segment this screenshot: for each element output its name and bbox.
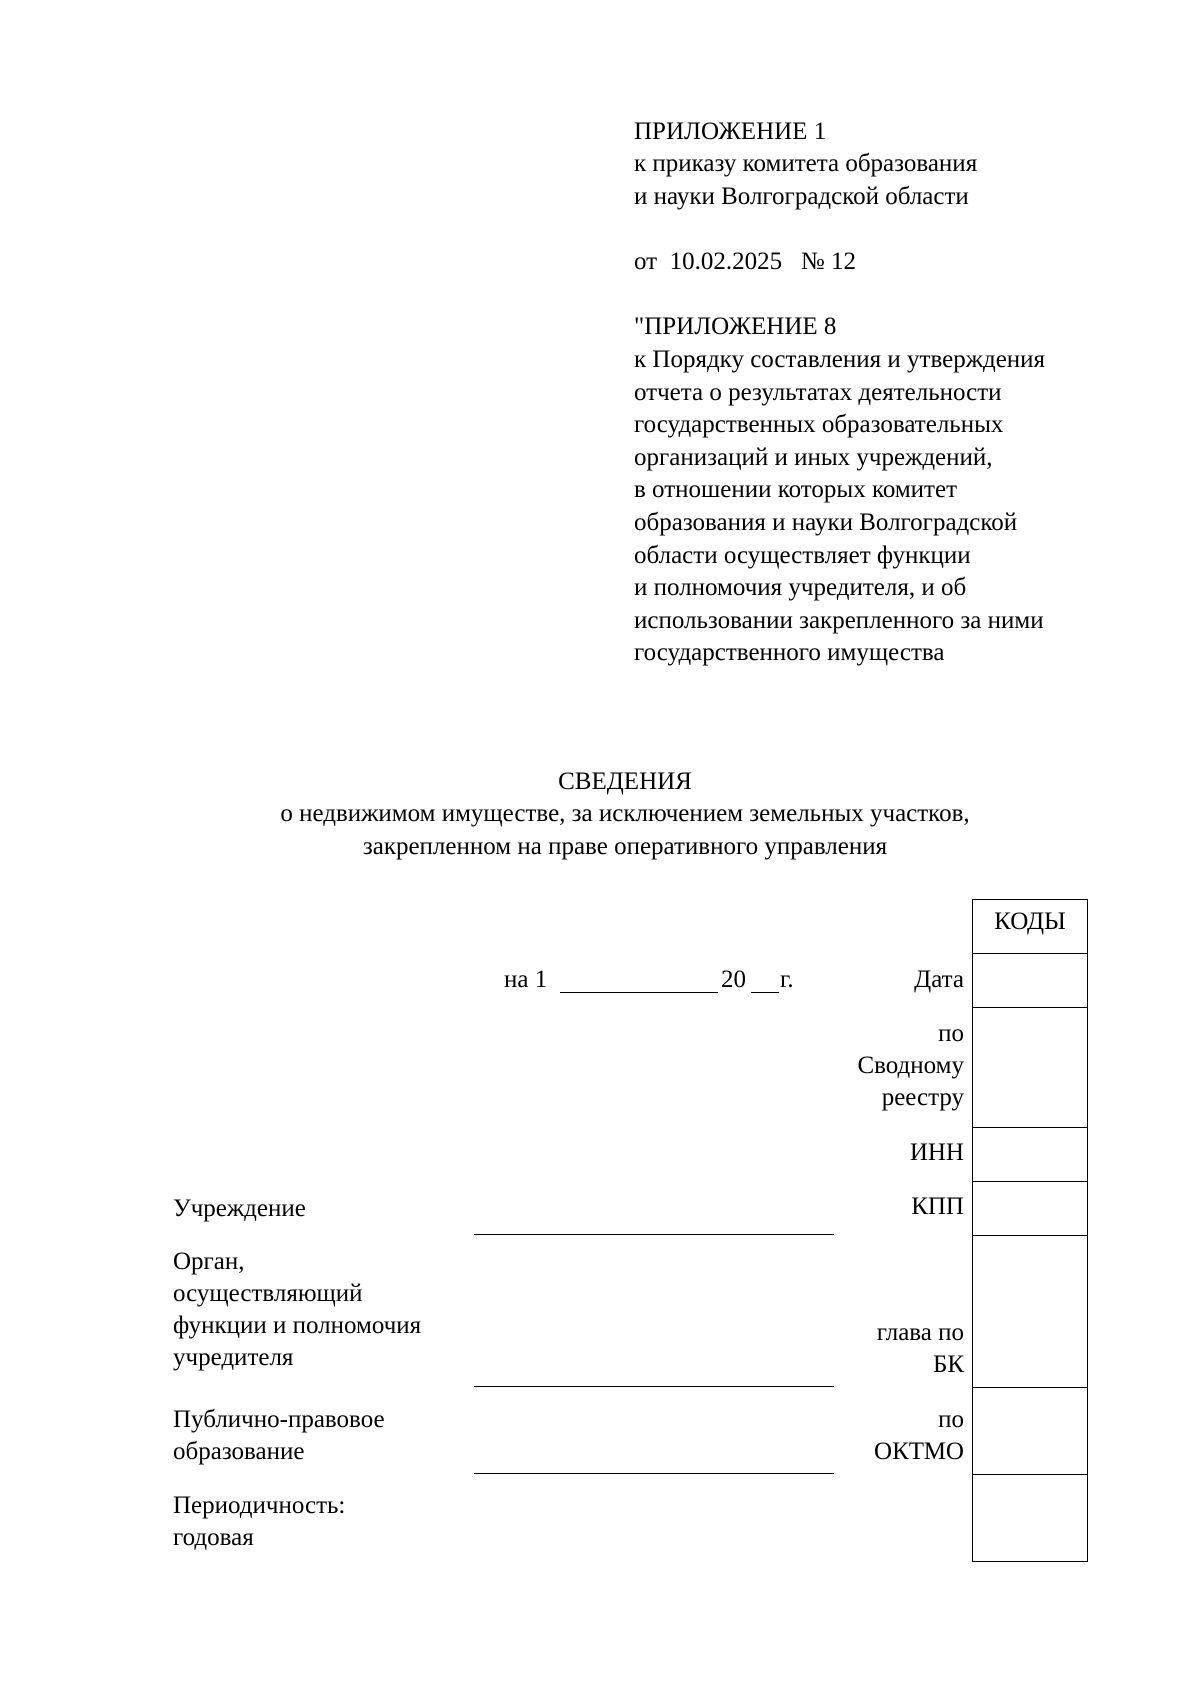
codes-row-divider [972, 1127, 1088, 1128]
codes-row-divider [972, 953, 1088, 954]
code-label-bk: глава по БК [876, 1319, 964, 1378]
code-label-inn: ИНН [909, 1139, 964, 1166]
document-subtitle-1: о недвижимом имуществе, за исключением земельных участков, [280, 800, 970, 827]
order-reference: от 10.02.2025 № 12 [634, 248, 856, 275]
appendix-line-2: и науки Волгоградской области [634, 183, 969, 210]
code-label-date: Дата [914, 966, 964, 993]
field-label-periodicity: Периодичность: годовая [173, 1492, 346, 1551]
appendix-title: ПРИЛОЖЕНИЕ 1 [634, 118, 827, 145]
codes-row-divider [972, 1387, 1088, 1388]
appendix8-body: к Порядку составления и утверждения отчета о результатах деятельности государственных образовательных организаций и иных учреждений, в отношении которых комитет образования и науки Волгоградской области осуществляет функции и полномочия учредителя, и об использовании закрепленного за ними государственного имущества [634, 346, 1046, 667]
document-subtitle-2: закрепленном на праве оперативного управления [362, 833, 888, 860]
document-title: СВЕДЕНИЯ [558, 768, 692, 795]
appendix8-title: "ПРИЛОЖЕНИЕ 8 [634, 313, 837, 340]
date-year-prefix: 20 [721, 966, 746, 993]
field-line-institution[interactable] [474, 1234, 834, 1235]
codes-row-divider [972, 1474, 1088, 1475]
date-day-month-blank [560, 992, 718, 993]
codes-table-left-border [972, 899, 973, 1562]
codes-header: КОДЫ [994, 908, 1066, 935]
date-suffix: г. [780, 966, 794, 993]
code-label-kpp: КПП [911, 1193, 964, 1220]
codes-row-divider [972, 1235, 1088, 1236]
codes-table-bottom-border [972, 1561, 1088, 1562]
field-label-public-entity: Публично-правовое образование [173, 1406, 385, 1465]
codes-table-top-border [972, 899, 1088, 900]
field-label-institution: Учреждение [173, 1195, 306, 1222]
field-line-founder-body[interactable] [474, 1386, 834, 1387]
appendix-line-1: к приказу комитета образования [634, 150, 978, 177]
date-prefix: на 1 [504, 966, 548, 993]
codes-row-divider [972, 1181, 1088, 1182]
codes-table-right-border [1087, 899, 1088, 1562]
field-line-public-entity[interactable] [474, 1473, 834, 1474]
field-label-founder-body: Орган, осуществляющий функции и полномочия учредителя [173, 1248, 422, 1371]
code-label-register: по Сводному реестру [857, 1020, 964, 1111]
code-label-oktmo: по ОКТМО [874, 1406, 964, 1465]
codes-row-divider [972, 1007, 1088, 1008]
